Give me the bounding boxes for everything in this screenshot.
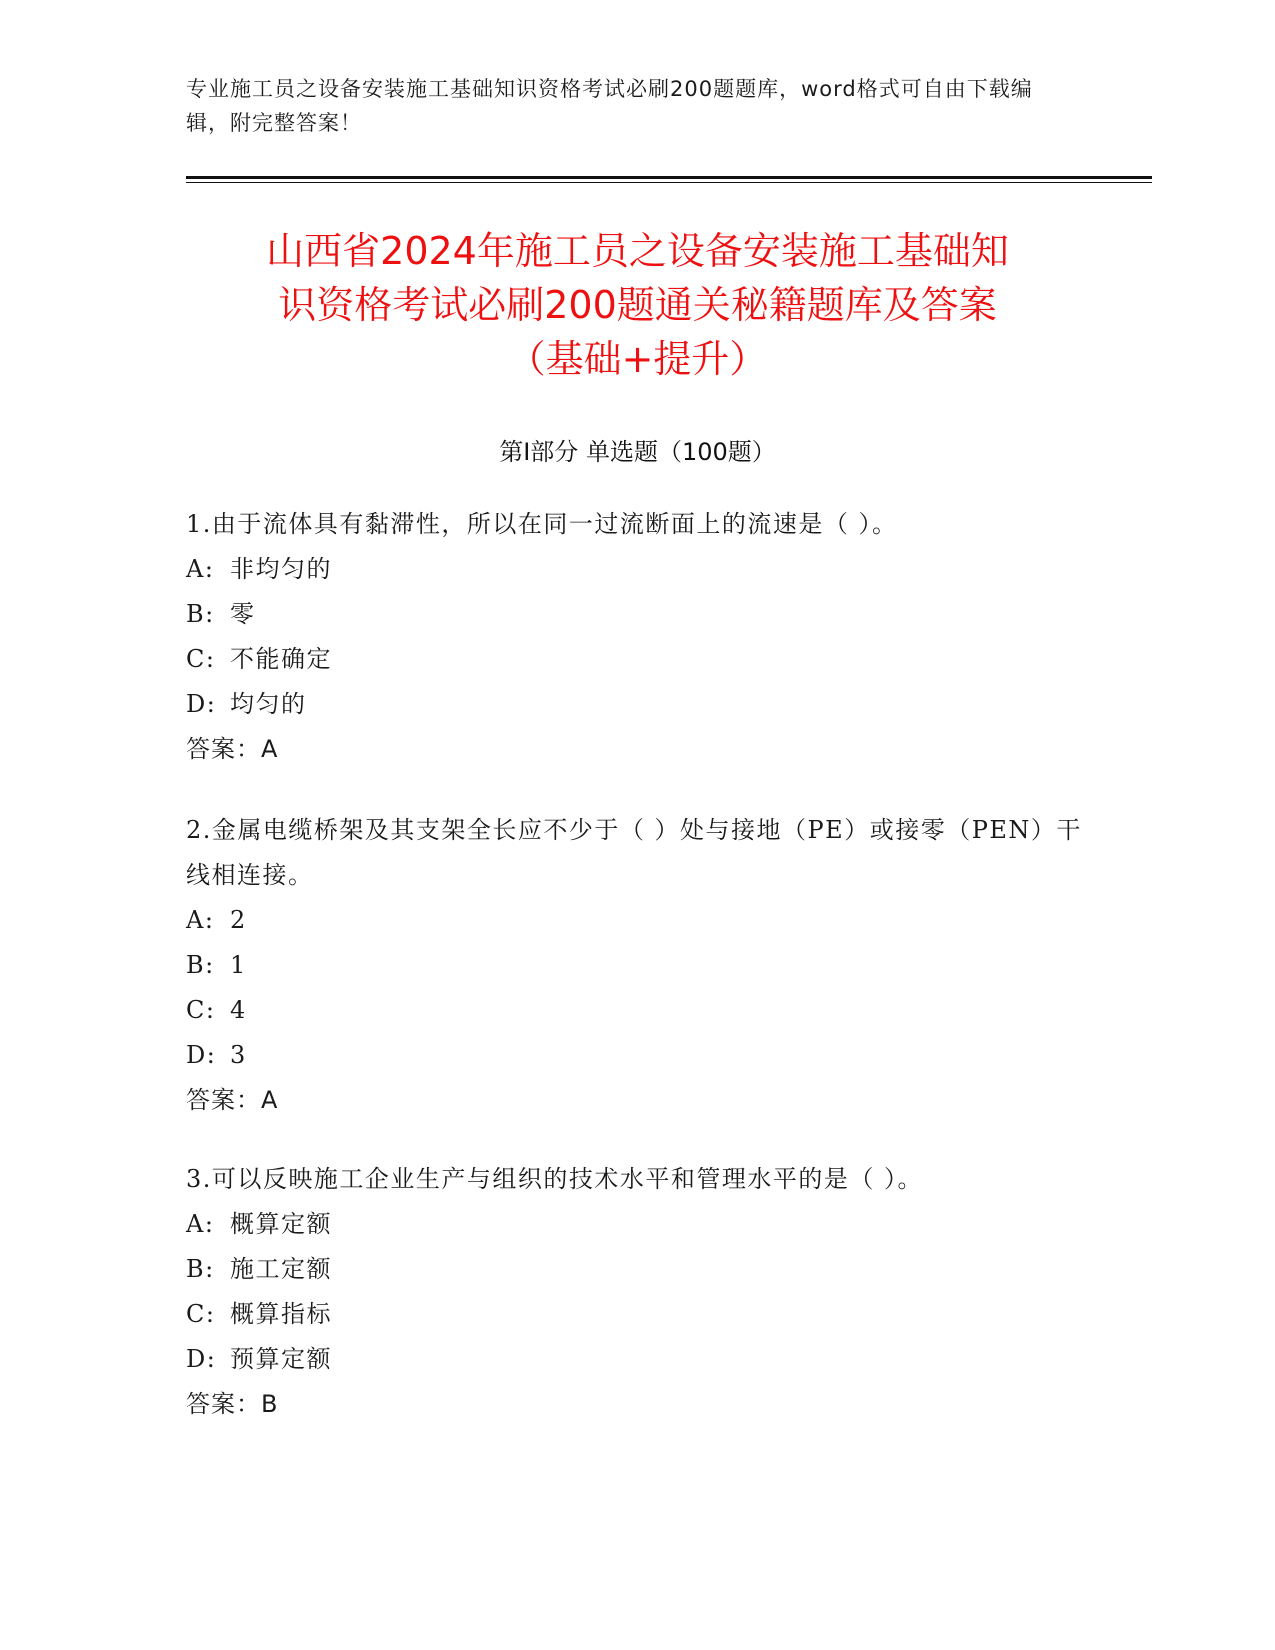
option-text: 零	[230, 600, 256, 628]
option-a	[186, 1202, 1086, 1247]
option-text: 概算指标	[230, 1300, 332, 1328]
option-letter: C:	[186, 645, 216, 673]
question-2	[186, 808, 1086, 1123]
title-line-1: 山西省2024年施工员之设备安装施工基础知	[266, 229, 1009, 273]
question-stem: 3.可以反映施工企业生产与组织的技术水平和管理水平的是（ ）。	[186, 1165, 924, 1193]
answer-line: 答案：A	[186, 1086, 279, 1114]
option-c	[186, 637, 1086, 682]
option-d	[186, 1337, 1086, 1382]
question-stem: 2.金属电缆桥架及其支架全长应不少于（ ）处与接地（PE）或接零（PEN）干线相连接。	[186, 816, 1082, 889]
option-text: 概算定额	[230, 1210, 332, 1238]
question-stem: 1.由于流体具有黏滞性，所以在同一过流断面上的流速是（ ）。	[186, 510, 898, 538]
section-heading: 第Ⅰ部分 单选题（100题）	[499, 438, 776, 466]
option-b	[186, 1247, 1086, 1292]
option-letter: A:	[186, 1210, 215, 1238]
option-text: 3	[230, 1041, 247, 1069]
option-text: 不能确定	[230, 645, 332, 673]
option-letter: B:	[186, 951, 215, 979]
header-note: 专业施工员之设备安装施工基础知识资格考试必刷200题题库，word格式可自由下载编辑，附完整答案！	[186, 77, 1033, 135]
option-a	[186, 898, 1086, 943]
answer-line: 答案：A	[186, 735, 279, 763]
option-text: 非均匀的	[230, 555, 332, 583]
option-letter: A:	[186, 906, 215, 934]
option-text: 2	[230, 906, 247, 934]
question-1	[186, 502, 1086, 772]
option-text: 1	[230, 951, 247, 979]
document-title	[150, 224, 1125, 386]
option-d	[186, 1033, 1086, 1078]
option-b	[186, 592, 1086, 637]
option-letter: C:	[186, 996, 216, 1024]
option-b	[186, 943, 1086, 988]
option-letter: C:	[186, 1300, 216, 1328]
option-a	[186, 547, 1086, 592]
question-3	[186, 1157, 1086, 1427]
option-letter: D:	[186, 1345, 217, 1373]
option-text: 4	[230, 996, 247, 1024]
option-c	[186, 988, 1086, 1033]
option-letter: B:	[186, 600, 215, 628]
option-letter: D:	[186, 690, 217, 718]
answer-line: 答案：B	[186, 1390, 279, 1418]
title-line-3: （基础+提升）	[507, 337, 768, 381]
option-text: 均匀的	[230, 690, 307, 718]
option-text: 预算定额	[230, 1345, 332, 1373]
option-letter: D:	[186, 1041, 217, 1069]
option-text: 施工定额	[230, 1255, 332, 1283]
option-letter: A:	[186, 555, 215, 583]
option-letter: B:	[186, 1255, 215, 1283]
title-line-2: 识资格考试必刷200题通关秘籍题库及答案	[278, 283, 997, 327]
header-divider-thick	[186, 176, 1152, 179]
option-d	[186, 682, 1086, 727]
option-c	[186, 1292, 1086, 1337]
header-divider-thin	[186, 182, 1152, 183]
